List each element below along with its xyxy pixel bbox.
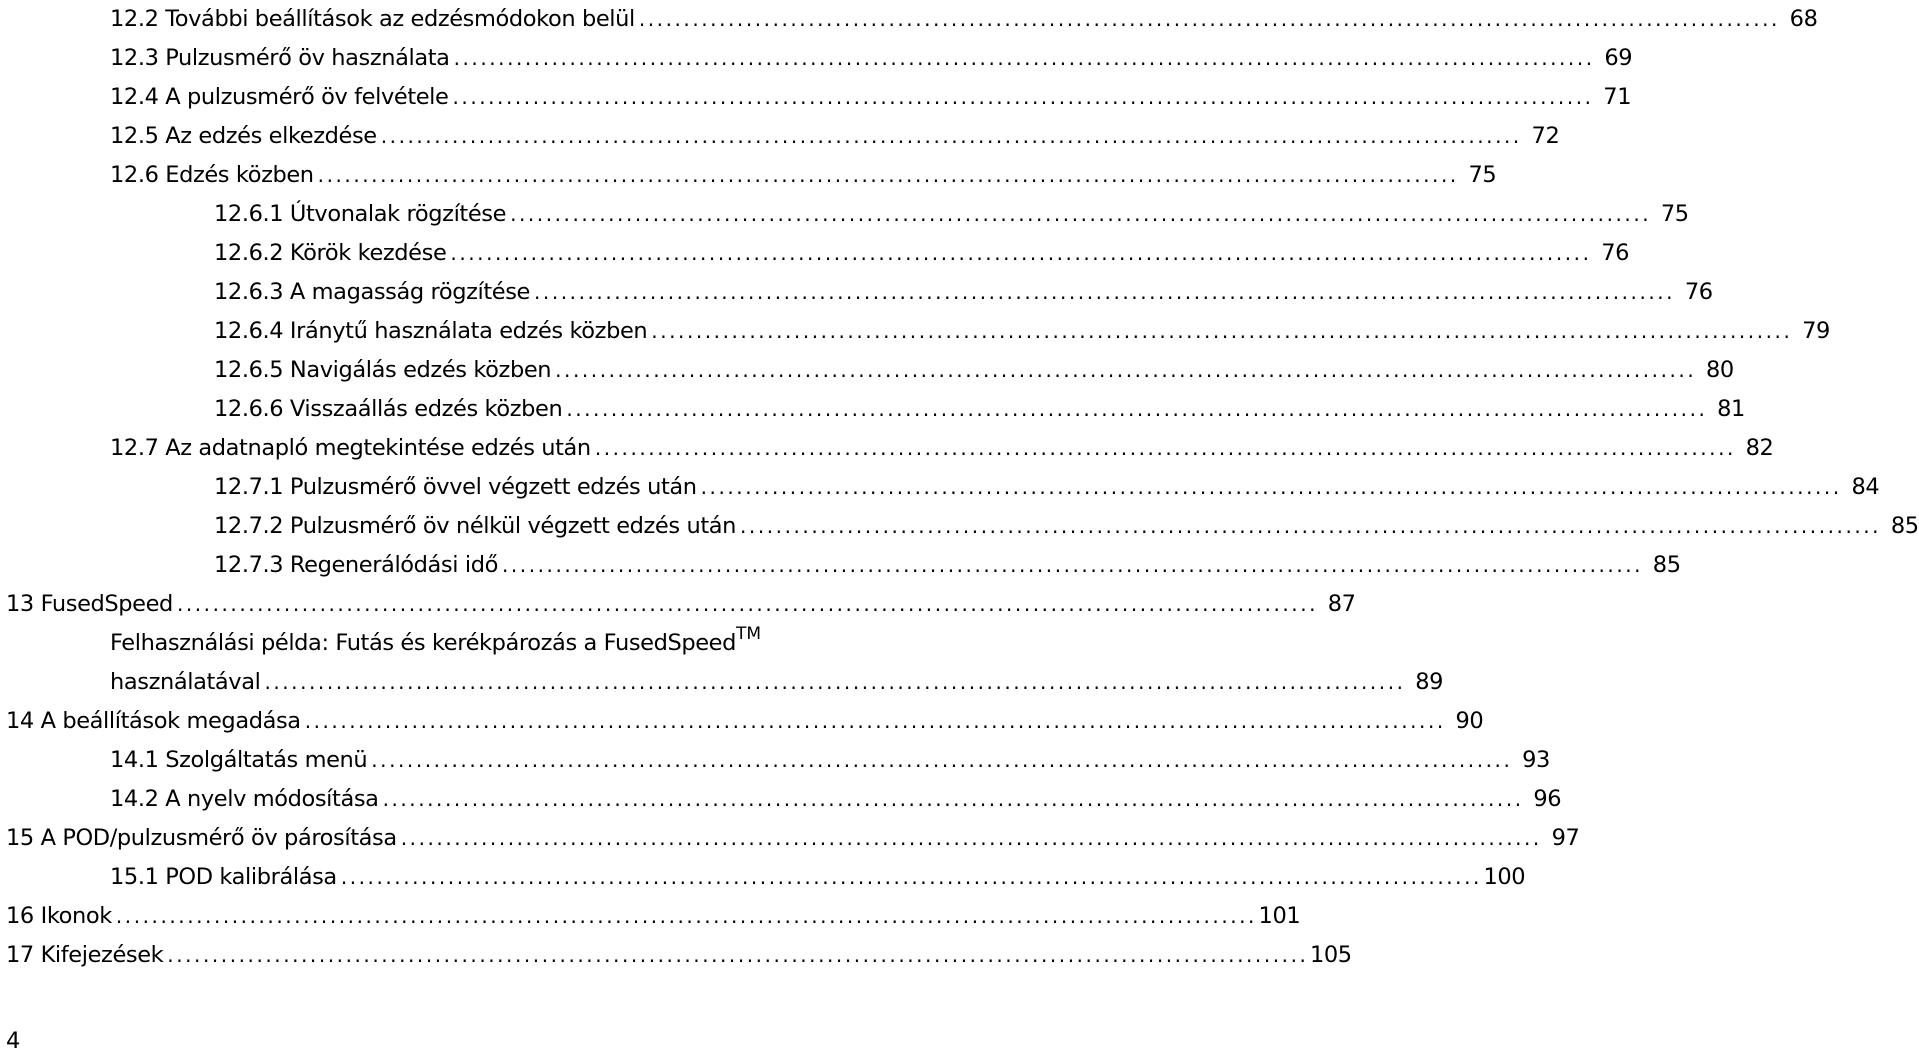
toc-entry-page: 69 [1604, 45, 1633, 71]
toc-entry[interactable] [0, 784, 1562, 814]
toc-entry[interactable] [0, 550, 1681, 580]
toc-entry-title: 12.6 Edzés közben [110, 162, 314, 188]
toc-entry-title-line1: Felhasználási példa: Futás és kerékpározás a FusedSpeed™ [110, 624, 762, 656]
toc-entry-title-line2: használatával [110, 669, 261, 695]
toc-dot-leader [383, 784, 1520, 814]
toc-entry[interactable] [0, 472, 1880, 502]
toc-entry-title: 12.6.6 Visszaállás edzés közben [214, 396, 563, 422]
toc-entry-page: 87 [1327, 591, 1356, 617]
toc-entry-page: 75 [1468, 162, 1497, 188]
toc-entry[interactable] [0, 316, 1830, 346]
toc-dot-leader [450, 238, 1587, 268]
toc-dot-leader [401, 823, 1538, 853]
toc-dot-leader [555, 355, 1692, 385]
page-number: 4 [6, 1028, 21, 1054]
toc-entry-title: 12.6.3 A magasság rögzítése [214, 279, 530, 305]
toc-entry-title: 17 Kifejezések [6, 942, 164, 968]
toc-entry-page: 76 [1601, 240, 1630, 266]
trademark-superscript: TM [736, 624, 762, 644]
toc-entry[interactable] [0, 624, 1066, 660]
toc-entry[interactable] [0, 43, 1633, 73]
toc-entry-title: 14.1 Szolgáltatás menü [110, 747, 368, 773]
toc-entry-title: 12.6.5 Navigálás edzés közben [214, 357, 552, 383]
toc-entry-page: 85 [1652, 552, 1681, 578]
toc-dot-leader [116, 901, 1253, 931]
toc-dot-leader [701, 472, 1838, 502]
toc-entry-page: 81 [1717, 396, 1745, 422]
toc-entry-page: 76 [1684, 279, 1713, 305]
toc-dot-leader [566, 394, 1703, 424]
toc-entry-page: 105 [1309, 942, 1352, 968]
toc-entry[interactable] [0, 589, 1356, 619]
toc-entry[interactable] [0, 862, 1526, 892]
toc-entry[interactable] [0, 199, 1689, 229]
toc-entry-title: 12.3 Pulzusmérő öv használata [110, 45, 450, 71]
toc-entry[interactable] [0, 394, 1745, 424]
toc-entry-title: 13 FusedSpeed [6, 591, 173, 617]
toc-entry-title: 12.7.2 Pulzusmérő öv nélkül végzett edzés után [214, 513, 736, 539]
toc-entry-page: 96 [1533, 786, 1562, 812]
toc-entry-page: 100 [1483, 864, 1526, 890]
toc-dot-leader [318, 160, 1455, 190]
toc-entry-page: 85 [1890, 513, 1919, 539]
toc-dot-leader [651, 316, 1788, 346]
toc-entry-title: 12.5 Az edzés elkezdése [110, 123, 377, 149]
toc-entry-title: 16 Ikonok [6, 903, 112, 929]
toc-entry-page: 101 [1258, 903, 1301, 929]
toc-entry-page: 80 [1705, 357, 1734, 383]
toc-entry-title: 12.2 További beállítások az edzésmódokon belül [110, 6, 635, 32]
toc-entry-page: 75 [1660, 201, 1689, 227]
toc-entry-page: 97 [1551, 825, 1580, 851]
toc-dot-leader [740, 511, 1877, 541]
toc-entry[interactable] [0, 823, 1580, 853]
toc-entry-page: 72 [1531, 123, 1560, 149]
toc-entry[interactable] [0, 511, 1919, 541]
toc-dot-leader [452, 82, 1589, 112]
toc-entry[interactable] [0, 706, 1484, 736]
toc-entry[interactable] [0, 901, 1301, 931]
toc-dot-leader [595, 433, 1732, 463]
toc-entry[interactable] [0, 355, 1734, 385]
toc-entry-page: 84 [1851, 474, 1880, 500]
toc-entry-continuation[interactable] [0, 667, 1444, 697]
toc-entry-page: 90 [1455, 708, 1484, 734]
toc-dot-leader [167, 940, 1304, 970]
toc-entry-page: 71 [1603, 84, 1632, 110]
toc-dot-leader [177, 589, 1314, 619]
toc-dot-leader [264, 667, 1401, 697]
toc-entry-title: 12.7 Az adatnapló megtekintése edzés után [110, 435, 591, 461]
toc-entry-title: 12.6.2 Körök kezdése [214, 240, 447, 266]
toc-entry-title: 12.6.1 Útvonalak rögzítése [214, 201, 507, 227]
toc-entry-title: 14.2 A nyelv módosítása [110, 786, 379, 812]
toc-dot-leader [381, 121, 1518, 151]
toc-dot-leader [510, 199, 1647, 229]
toc-dot-leader [502, 550, 1639, 580]
toc-entry-title: 15 A POD/pulzusmérő öv párosítása [6, 825, 397, 851]
toc-entry-title: 12.6.4 Iránytű használata edzés közben [214, 318, 648, 344]
toc-entry-title: 14 A beállítások megadása [6, 708, 301, 734]
toc-entry[interactable] [0, 160, 1497, 190]
toc-dot-leader [341, 862, 1478, 892]
toc-entry-title: 12.7.1 Pulzusmérő övvel végzett edzés után [214, 474, 697, 500]
toc-dot-leader [534, 277, 1671, 307]
toc-entry-title: 12.4 A pulzusmérő öv felvétele [110, 84, 449, 110]
toc-dot-leader [639, 4, 1776, 34]
toc-entry[interactable] [0, 940, 1352, 970]
toc-dot-leader [371, 745, 1508, 775]
toc-entry-title: 15.1 POD kalibrálása [110, 864, 337, 890]
toc-entry[interactable] [0, 4, 1818, 34]
toc-dot-leader [454, 43, 1591, 73]
toc-entry[interactable] [0, 745, 1550, 775]
toc-entry-page: 79 [1802, 318, 1830, 344]
toc-entry-title: 12.7.3 Regenerálódási idő [214, 552, 498, 578]
toc-entry[interactable] [0, 238, 1630, 268]
toc-entry[interactable] [0, 121, 1560, 151]
toc-entry[interactable] [0, 277, 1713, 307]
toc-entry-page: 82 [1745, 435, 1774, 461]
toc-entry-page: 89 [1415, 669, 1444, 695]
toc-dot-leader [305, 706, 1442, 736]
toc-entry[interactable] [0, 82, 1632, 112]
toc-entry[interactable] [0, 433, 1774, 463]
toc-entry-page: 68 [1789, 6, 1818, 32]
toc-entry-page: 93 [1522, 747, 1550, 773]
